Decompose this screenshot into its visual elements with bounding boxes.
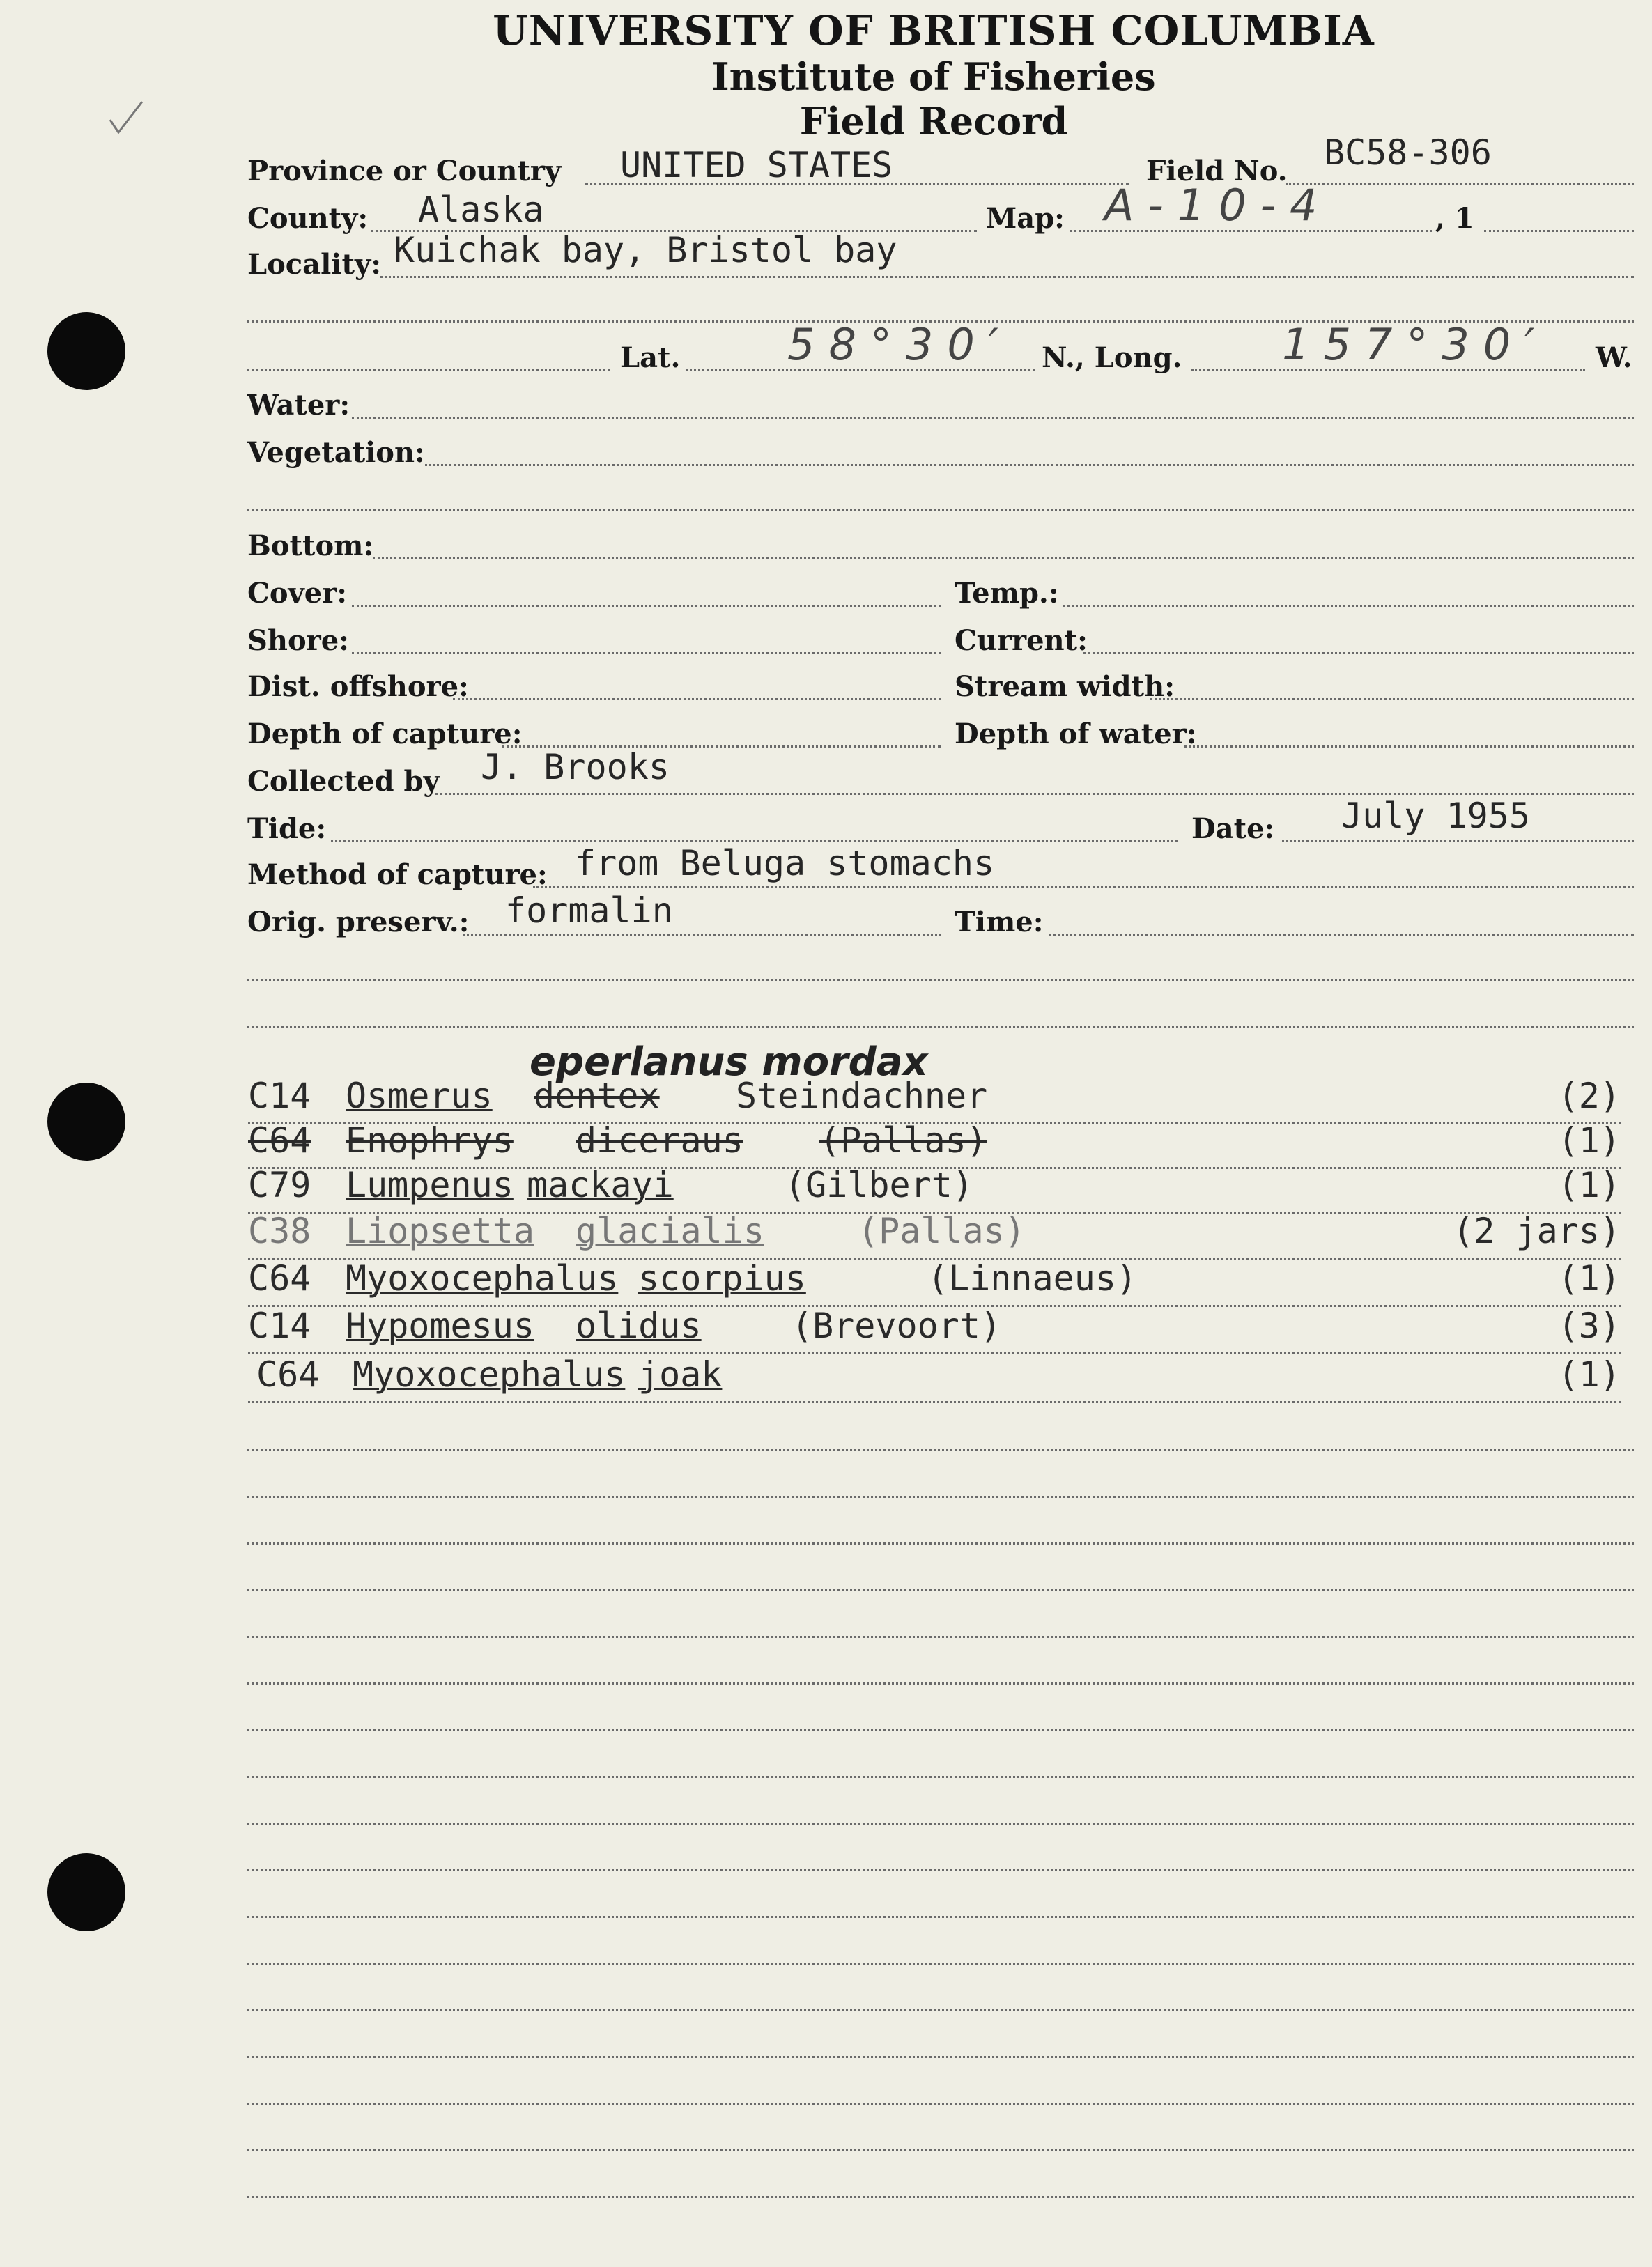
blank-line — [247, 1636, 1634, 1638]
specimen-count: (1) — [1557, 1258, 1621, 1299]
lat-label: Lat. — [620, 341, 681, 374]
blank-line — [247, 1589, 1634, 1591]
cover-label: Cover: — [247, 577, 348, 610]
specimen-count: (2 jars) — [1453, 1211, 1621, 1251]
specimen-species: diceraus — [576, 1120, 743, 1161]
province-value: UNITED STATES — [620, 145, 893, 185]
blank-line — [247, 1823, 1634, 1825]
specimen-code: C38 — [248, 1211, 311, 1251]
specimen-author: (Linnaeus) — [927, 1258, 1138, 1299]
punch-hole-middle — [47, 1083, 125, 1161]
specimen-row — [248, 1354, 1621, 1403]
date-label: Date: — [1191, 812, 1275, 845]
field-no-value: BC58-306 — [1324, 132, 1492, 173]
blank-line — [247, 1682, 1634, 1685]
blank-line — [247, 1496, 1634, 1498]
specimen-row — [248, 1211, 1621, 1260]
county-label: County: — [247, 202, 369, 235]
specimen-count: (1) — [1557, 1165, 1621, 1205]
blank-line — [247, 1026, 1634, 1028]
date-line — [1282, 840, 1634, 842]
method-value: from Beluga stomachs — [575, 843, 995, 883]
specimen-genus: Liopsetta — [346, 1211, 534, 1251]
depth-water-line — [1184, 745, 1634, 748]
current-label: Current: — [955, 624, 1088, 657]
punch-hole-bottom — [47, 1853, 125, 1931]
method-label: Method of capture: — [247, 858, 548, 891]
date-value: July 1955 — [1341, 796, 1530, 836]
collected-by-label: Collected by — [247, 765, 440, 798]
specimen-code: C64 — [248, 1258, 311, 1299]
n-long-label: N., Long. — [1042, 341, 1182, 374]
vegetation-line-2 — [247, 509, 1634, 511]
stream-width-label: Stream width: — [955, 670, 1175, 703]
current-line — [1083, 652, 1634, 654]
specimen-genus: Myoxocephalus — [346, 1258, 619, 1299]
specimen-row — [248, 1258, 1621, 1307]
tide-line — [331, 840, 1178, 842]
locality-value: Kuichak bay, Bristol bay — [394, 230, 897, 270]
specimen-genus: Lumpenus — [346, 1165, 514, 1205]
dist-offshore-label: Dist. offshore: — [247, 670, 469, 703]
field-no-label: Field No. — [1146, 155, 1288, 187]
vegetation-label: Vegetation: — [247, 436, 425, 469]
map-value: A-10-4 — [1104, 180, 1331, 231]
specimen-author: (Brevoort) — [792, 1306, 1002, 1346]
specimen-row-struck — [248, 1120, 1621, 1169]
specimen-code: C64 — [248, 1120, 311, 1161]
specimen-row — [248, 1076, 1621, 1124]
blank-line — [247, 2149, 1634, 2151]
locality-label: Locality: — [247, 248, 381, 281]
specimen-row — [248, 1306, 1621, 1354]
bottom-line — [373, 557, 1634, 559]
specimen-species: scorpius — [638, 1258, 806, 1299]
orig-preserv-label: Orig. preserv.: — [247, 906, 470, 938]
collected-by-line — [435, 793, 1634, 795]
county-value: Alaska — [418, 189, 544, 230]
temp-line — [1063, 605, 1634, 607]
specimen-genus: Enophrys — [346, 1120, 514, 1161]
map-suffix: , 1 — [1435, 202, 1474, 235]
lat-lead-line — [247, 369, 610, 371]
province-label: Province or Country — [247, 155, 562, 187]
tide-label: Tide: — [247, 812, 327, 845]
shore-line — [352, 652, 941, 654]
blank-line — [247, 1542, 1634, 1545]
blank-line — [247, 979, 1634, 981]
specimen-genus: Myoxocephalus — [353, 1354, 626, 1395]
water-line — [352, 417, 1634, 419]
method-line — [533, 886, 1634, 888]
form-title: Field Record — [799, 99, 1068, 144]
blank-line — [247, 2103, 1634, 2105]
specimen-author: (Pallas) — [819, 1120, 987, 1161]
specimen-author: Steindachner — [736, 1076, 988, 1116]
blank-line — [247, 2196, 1634, 2198]
specimen-author: (Gilbert) — [785, 1165, 973, 1205]
specimen-code: C79 — [248, 1165, 311, 1205]
depth-water-label: Depth of water: — [955, 718, 1197, 750]
blank-line — [247, 2056, 1634, 2058]
depth-capture-label: Depth of capture: — [247, 718, 523, 750]
specimen-species: mackayi — [527, 1165, 674, 1205]
lat-value: 58°30′ — [787, 319, 1012, 370]
specimen-code: C14 — [248, 1306, 311, 1346]
orig-preserv-line — [463, 934, 941, 936]
locality-line — [380, 276, 1634, 278]
specimen-species: joak — [638, 1354, 723, 1395]
bottom-label: Bottom: — [247, 529, 374, 562]
time-label: Time: — [955, 906, 1044, 938]
stream-width-line — [1150, 698, 1634, 700]
cover-line — [352, 605, 941, 607]
specimen-genus: Hypomesus — [346, 1306, 534, 1346]
long-value: 157°30′ — [1282, 319, 1549, 370]
vegetation-line — [425, 464, 1634, 466]
specimen-count: (1) — [1557, 1354, 1621, 1395]
specimen-species-struck: dentex — [534, 1076, 660, 1116]
specimen-code: C64 — [256, 1354, 320, 1395]
specimen-species: olidus — [576, 1306, 702, 1346]
punch-hole-top — [47, 312, 125, 390]
water-label: Water: — [247, 389, 350, 421]
map-label: Map: — [986, 202, 1065, 235]
temp-label: Temp.: — [955, 577, 1059, 610]
blank-line — [247, 1963, 1634, 1965]
blank-line — [247, 1449, 1634, 1451]
blank-line — [247, 1869, 1634, 1871]
specimen-count: (1) — [1557, 1120, 1621, 1161]
specimen-row — [248, 1165, 1621, 1214]
correction-note: eperlanus mordax — [530, 1039, 928, 1085]
specimen-count: (2) — [1557, 1076, 1621, 1116]
shore-label: Shore: — [247, 624, 349, 657]
time-line — [1049, 934, 1634, 936]
blank-line — [247, 1776, 1634, 1778]
row-rule — [248, 1401, 1621, 1403]
blank-line — [247, 2009, 1634, 2011]
dist-offshore-line — [453, 698, 941, 700]
blank-line — [247, 1916, 1634, 1918]
specimen-code: C14 — [248, 1076, 311, 1116]
university-title: UNIVERSITY OF BRITISH COLUMBIA — [493, 7, 1375, 54]
specimen-author: (Pallas) — [858, 1211, 1026, 1251]
collected-by-value: J. Brooks — [481, 747, 670, 787]
field-no-line — [1286, 183, 1634, 185]
specimen-count: (3) — [1557, 1306, 1621, 1346]
w-label: W. — [1596, 341, 1632, 374]
map-year-line — [1484, 230, 1634, 232]
specimen-genus: Osmerus — [346, 1076, 493, 1116]
specimen-species: glacialis — [576, 1211, 764, 1251]
orig-preserv-value: formalin — [505, 890, 673, 931]
institute-title: Institute of Fisheries — [711, 54, 1156, 99]
blank-line — [247, 1729, 1634, 1731]
